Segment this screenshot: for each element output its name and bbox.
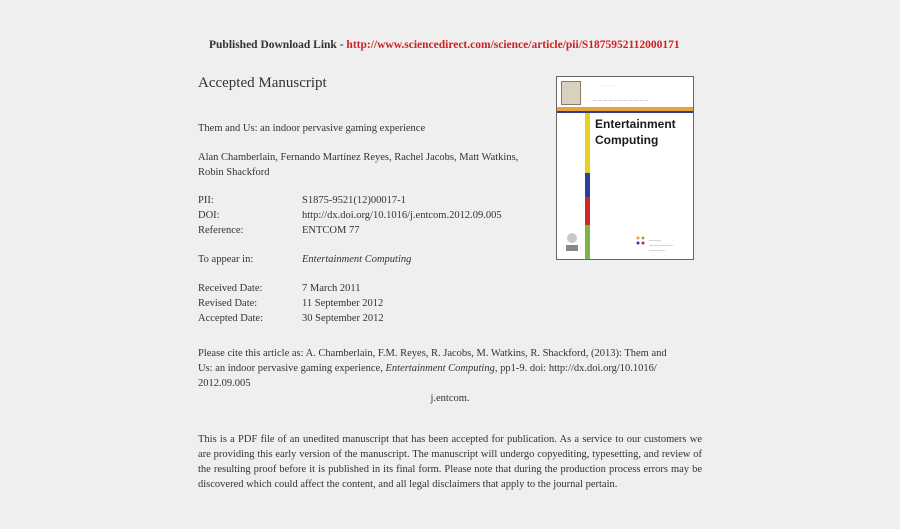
citation	[198, 346, 702, 406]
authors: Alan Chamberlain, Fernando Martínez Reyes, Rachel Jacobs, Matt Watkins, Robin Shackford	[198, 152, 519, 178]
published-download-link[interactable]	[209, 39, 680, 51]
cover-red-stripe	[585, 197, 590, 225]
received-date-value: 7 March 2011	[302, 283, 361, 294]
disclaimer-paragraph: This is a PDF file of an unedited manuscript that has been accepted for publication. As a service to our customers we are providing this early version of the manuscript. The manuscript will undergo copyediting, typesetting, and review of the resulting proof before it is published in its final form. Please note that during the production process errors may be discovered which could affect the content, and all legal disclaimers that apply to the journal pertain.	[198, 434, 702, 490]
cover-green-stripe	[585, 225, 590, 260]
revised-date-label: Revised Date:	[198, 298, 258, 309]
cover-blue-stripe	[585, 173, 590, 197]
download-link-url[interactable]: http://www.sciencedirect.com/science/article/pii/S1875952112000171	[346, 39, 680, 51]
received-date-label: Received Date:	[198, 283, 263, 294]
reference-label: Reference:	[198, 225, 244, 236]
cover-journal-title-2: Computing	[595, 133, 659, 147]
revised-date-value: 11 September 2012	[302, 298, 384, 309]
citation-line-1: Please cite this article as: A. Chamberlain, F.M. Reyes, R. Jacobs, M. Watkins, R. Shackford, (2013): Them and	[198, 348, 667, 359]
cover-header-line: — — — — — — — — — — —	[593, 97, 649, 102]
citation-line-2-pre: Us: an indoor pervasive gaming experience,	[198, 363, 386, 374]
doi-value[interactable]: http://dx.doi.org/10.1016/j.entcom.2012.09.005	[302, 210, 502, 221]
pii-value: S1875-9521(12)00017-1	[302, 195, 406, 206]
elsevier-tree-logo-icon	[561, 81, 581, 105]
cover-yellow-stripe	[585, 113, 590, 173]
pii-label: PII:	[198, 195, 214, 206]
citation-line-3: 2012.09.005	[198, 378, 251, 389]
page-title: Accepted Manuscript	[198, 75, 327, 91]
cover-blue-bar	[557, 111, 694, 113]
cover-header-small: · · · · · ·	[601, 83, 615, 88]
doi-label: DOI:	[198, 210, 220, 221]
citation-line-2	[198, 361, 702, 376]
accepted-date-label: Accepted Date:	[198, 313, 264, 324]
sciencedirect-text: ——— —————— ————	[649, 237, 673, 252]
ifip-logo-icon	[563, 231, 581, 253]
appear-label: To appear in:	[198, 254, 254, 265]
download-link-label: Published Download Link -	[209, 39, 347, 51]
citation-journal: Entertainment Computing	[385, 363, 495, 374]
citation-line-2-post: , pp1-9. doi: http://dx.doi.org/10.1016/	[494, 363, 657, 374]
reference-value: ENTCOM 77	[302, 225, 360, 236]
sciencedirect-logo-icon	[635, 235, 647, 247]
appear-value: Entertainment Computing	[302, 254, 412, 265]
citation-line-4: j.entcom.	[430, 393, 470, 404]
cover-journal-title-1: Entertainment	[595, 117, 676, 131]
journal-cover	[556, 76, 694, 260]
accepted-date-value: 30 September 2012	[302, 313, 384, 324]
paper-title: Them and Us: an indoor pervasive gaming experience	[198, 123, 426, 134]
